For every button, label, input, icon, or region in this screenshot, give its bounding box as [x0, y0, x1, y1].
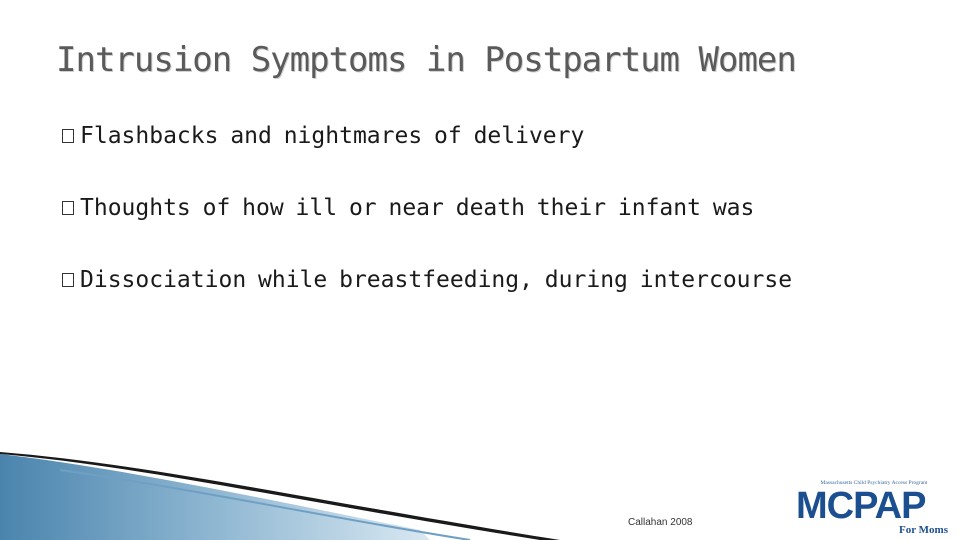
bullet-text: Flashbacks and nightmares of delivery [80, 123, 585, 149]
logo-wordmark: MCPAP [796, 485, 926, 527]
bullet-item [62, 118, 792, 154]
bullet-item [62, 262, 792, 298]
bullet-box-icon [62, 129, 74, 143]
slide-title: Intrusion Symptoms in Postpartum Women [56, 40, 796, 80]
bullet-text: Dissociation while breastfeeding, during intercourse [80, 267, 793, 293]
logo-tagline: Massachusetts Child Psychiatry Access Program [820, 480, 928, 486]
logo-subtitle: For Moms [899, 524, 948, 536]
bullet-box-icon [62, 201, 74, 215]
bullet-box-icon [62, 273, 74, 287]
bullet-item [62, 190, 792, 226]
bullet-text: Thoughts of how ill or near death their infant was [80, 195, 755, 221]
mcpap-logo [796, 480, 952, 536]
citation-text: Callahan 2008 [628, 517, 693, 528]
decorative-corner-wave [0, 450, 600, 540]
bullet-list [62, 118, 792, 334]
